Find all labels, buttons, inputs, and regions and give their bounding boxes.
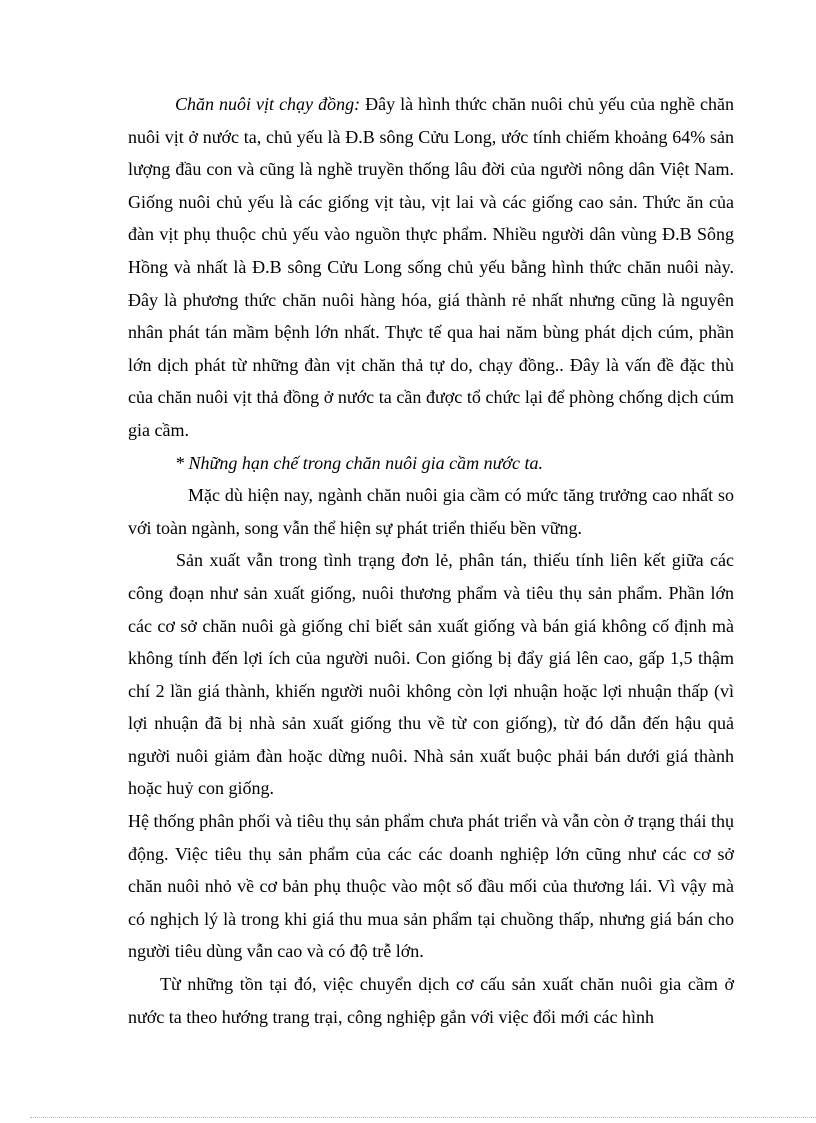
paragraph-duck-farming: [128, 88, 734, 447]
page-bottom-divider: [30, 1117, 816, 1118]
paragraph-growth: Mặc dù hiện nay, ngành chăn nuôi gia cầm có mức tăng trưởng cao nhất so với toàn ngành, song vẫn thể hiện sự phát triển thiếu bền vững.: [128, 485, 734, 538]
paragraph-production: Sản xuất vẫn trong tình trạng đơn lẻ, phân tán, thiếu tính liên kết giữa các công đoạn như sản xuất giống, nuôi thương phẩm và tiêu thụ sản phẩm. Phần lớn các cơ sở chăn nuôi gà giống chỉ biết sản xuất giống và bán giá không cố định mà không tính đến lợi ích của người nuôi. Con giống bị đẩy giá lên cao, gấp 1,5 thậm chí 2 lần giá thành, khiến người nuôi không còn lợi nhuận hoặc lợi nhuận thấp (vì lợi nhuận đã bị nhà sản xuất giống thu về từ con giống), từ đó dẫn đến hậu quả người nuôi giảm đàn hoặc dừng nuôi. Nhà sản xuất buộc phải bán dưới giá thành hoặc huỷ con giống.: [128, 550, 734, 799]
paragraph-lead-term: Chăn nuôi vịt chạy đồng:: [175, 94, 361, 114]
paragraph-text: Đây là hình thức chăn nuôi chủ yếu của nghề chăn nuôi vịt ở nước ta, chủ yếu là Đ.B sông Cửu Long, ước tính chiếm khoảng 64% sản lượng đầu con và cũng là nghề truyền thống lâu đời của người nông dân Việt Nam. Giống nuôi chủ yếu là các giống vịt tàu, vịt lai và các giống cao sản. Thức ăn của đàn vịt phụ thuộc chủ yếu vào nguồn thực phẩm. Nhiều người dân vùng Đ.B Sông Hồng và nhất là Đ.B sông Cửu Long sống chủ yếu bằng hình thức chăn nuôi này. Đây là phương thức chăn nuôi hàng hóa, giá thành rẻ nhất nhưng cũng là nguyên nhân phát tán mầm bệnh lớn nhất. Thực tế qua hai năm bùng phát dịch cúm, phần lớn dịch phát từ những đàn vịt chăn thả tự do, chạy đồng.. Đây là vấn đề đặc thù của chăn nuôi vịt thả đồng ở nước ta cần được tổ chức lại để phòng chống dịch cúm gia cầm.: [128, 94, 734, 440]
paragraph-distribution: Hệ thống phân phối và tiêu thụ sản phẩm chưa phát triển và vẫn còn ở trạng thái thụ động. Việc tiêu thụ sản phẩm của các các doanh nghiệp lớn cũng như các cơ sở chăn nuôi nhỏ về cơ bản phụ thuộc vào một số đầu mối của thương lái. Vì vậy mà có nghịch lý là trong khi giá thu mua sản phẩm tại chuồng thấp, nhưng giá bán cho người tiêu dùng vẫn cao và có độ trễ lớn.: [128, 811, 734, 962]
document-body: [128, 88, 734, 1033]
section-heading-limitations: * Những hạn chế trong chăn nuôi gia cầm nước ta.: [175, 452, 544, 473]
paragraph-restructuring: Từ những tồn tại đó, việc chuyển dịch cơ cấu sản xuất chăn nuôi gia cầm ở nước ta theo hướng trang trại, công nghiệp gắn với việc đổi mới các hình: [128, 974, 734, 1027]
